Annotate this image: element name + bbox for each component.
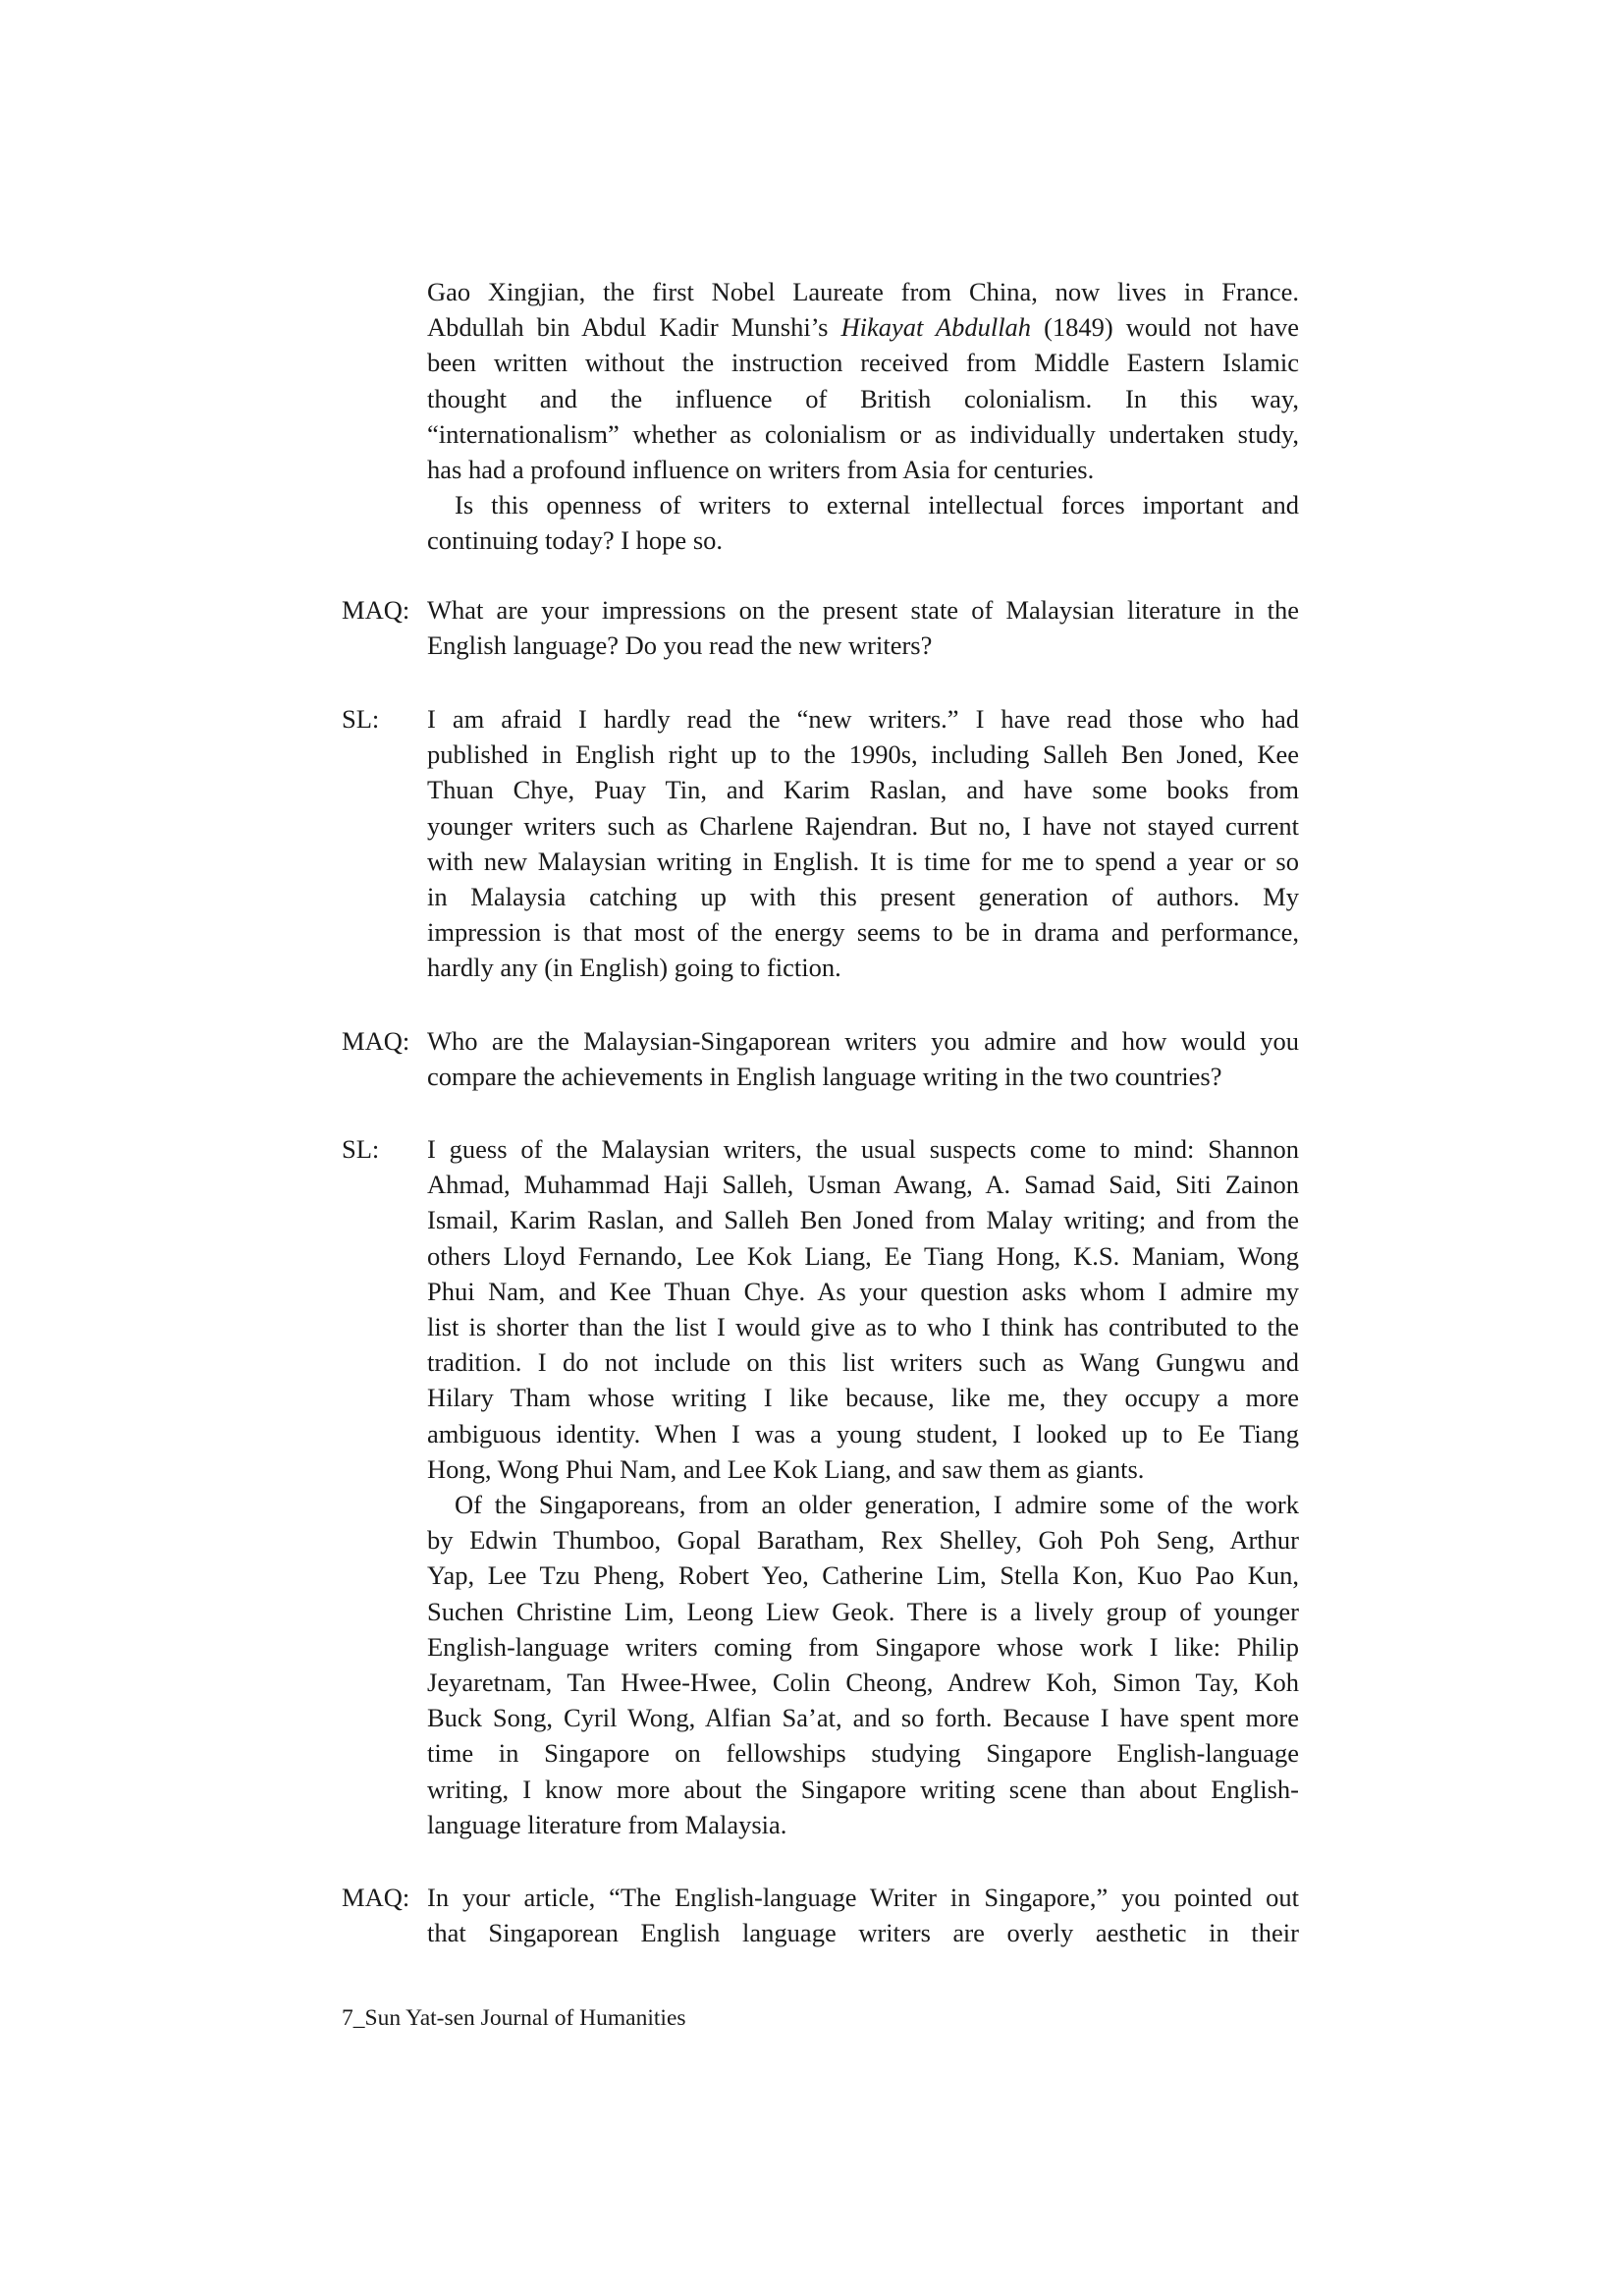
text-line: Is this openness of writers to external intellectual forces important and xyxy=(455,490,1299,520)
text-line: Thuan Chye, Puay Tin, and Karim Raslan, and have some books from xyxy=(427,775,1299,805)
text-line: Of the Singaporeans, from an older generation, I admire some of the work xyxy=(455,1490,1299,1520)
speaker-label: SL: xyxy=(342,1134,380,1164)
text-line: English-language writers coming from Singapore whose work I like: Philip xyxy=(427,1631,1299,1662)
paragraph xyxy=(427,592,1299,663)
text-line: Ismail, Karim Raslan, and Salleh Ben Joned from Malay writing; and from the xyxy=(427,1205,1299,1235)
text-line: with new Malaysian writing in English. It is time for me to spend a year or so xyxy=(427,846,1299,876)
text-line: others Lloyd Fernando, Lee Kok Liang, Ee Tiang Hong, K.S. Maniam, Wong xyxy=(427,1240,1299,1271)
text-line: in Malaysia catching up with this present generation of authors. My xyxy=(427,882,1299,912)
text-line: published in English right up to the 1990s, including Salleh Ben Joned, Kee xyxy=(427,739,1299,770)
text-line: been written without the instruction received from Middle Eastern Islamic xyxy=(427,348,1299,378)
text-line: impression is that most of the energy seems to be in drama and performance, xyxy=(427,917,1299,948)
text-line: “internationalism” whether as colonialism or as individually undertaken study, xyxy=(427,418,1299,449)
text-line: Ahmad, Muhammad Haji Salleh, Usman Awang, A. Samad Said, Siti Zainon xyxy=(427,1170,1299,1200)
text-line: hardly any (in English) going to fiction. xyxy=(427,953,841,983)
answer-text xyxy=(427,701,1299,986)
paragraph xyxy=(427,1023,1299,1094)
paragraph xyxy=(427,701,1299,986)
text-line: by Edwin Thumboo, Gopal Baratham, Rex Shelley, Goh Poh Seng, Arthur xyxy=(427,1525,1299,1556)
page-footer: 7_Sun Yat-sen Journal of Humanities xyxy=(342,2005,686,2031)
text-line: Jeyaretnam, Tan Hwee-Hwee, Colin Cheong, Andrew Koh, Simon Tay, Koh xyxy=(427,1667,1299,1698)
text-line: Gao Xingjian, the first Nobel Laureate from China, now lives in France. xyxy=(427,277,1299,306)
speaker-label: MAQ: xyxy=(342,1026,410,1056)
text-line: language literature from Malaysia. xyxy=(427,1809,787,1839)
text-line: Abdullah bin Abdul Kadir Munshi’s Hikayat Abdullah (1849) would not have xyxy=(427,312,1299,343)
opening-paragraph xyxy=(427,274,1299,559)
text-line: Yap, Lee Tzu Pheng, Robert Yeo, Catherine Lim, Stella Kon, Kuo Pao Kun, xyxy=(427,1560,1299,1591)
answer-text xyxy=(427,1131,1299,1842)
paragraph xyxy=(427,274,1299,487)
text-line: younger writers such as Charlene Rajendran. But no, I have not stayed current xyxy=(427,810,1299,841)
text-line: In your article, “The English-language Writer in Singapore,” you pointed out xyxy=(427,1883,1299,1912)
text-line: list is shorter than the list I would give as to who I think has contributed to the xyxy=(427,1312,1299,1342)
paragraph xyxy=(427,1131,1299,1487)
text-line: Hilary Tham whose writing I like because, like me, they occupy a more xyxy=(427,1383,1299,1413)
text-line: has had a profound influence on writers from Asia for centuries. xyxy=(427,455,1095,485)
text-line: tradition. I do not include on this list writers such as Wang Gungwu and xyxy=(427,1347,1299,1378)
speaker-label: MAQ: xyxy=(342,1883,410,1912)
speaker-label: MAQ: xyxy=(342,595,410,625)
text-line: Suchen Christine Lim, Leong Liew Geok. There is a lively group of younger xyxy=(427,1596,1299,1626)
speaker-label: SL: xyxy=(342,704,380,734)
text-line: continuing today? I hope so. xyxy=(427,525,724,556)
text-line: I am afraid I hardly read the “new writers.” I have read those who had xyxy=(427,704,1299,734)
text-line: English language? Do you read the new writers? xyxy=(427,630,933,661)
paragraph xyxy=(427,487,1299,558)
text-line: I guess of the Malaysian writers, the usual suspects come to mind: Shannon xyxy=(427,1134,1299,1164)
text-line: compare the achievements in English language writing in the two countries? xyxy=(427,1062,1222,1092)
text-line: ambiguous identity. When I was a young student, I looked up to Ee Tiang xyxy=(427,1418,1299,1449)
text-line: Phui Nam, and Kee Thuan Chye. As your question asks whom I admire my xyxy=(427,1276,1299,1306)
text-line: Who are the Malaysian-Singaporean writers you admire and how would you xyxy=(427,1026,1299,1056)
question-text xyxy=(427,592,1299,663)
text-line: Buck Song, Cyril Wong, Alfian Sa’at, and so forth. Because I have spent more xyxy=(427,1703,1299,1733)
question-text xyxy=(427,1023,1299,1094)
text-line: time in Singapore on fellowships studying Singapore English-language xyxy=(427,1738,1299,1769)
question-text xyxy=(427,1880,1299,1950)
text-line: Hong, Wong Phui Nam, and Lee Kok Liang, and saw them as giants. xyxy=(427,1453,1145,1484)
text-line: writing, I know more about the Singapore writing scene than about English- xyxy=(427,1774,1299,1804)
text-line: that Singaporean English language writers are overly aesthetic in their xyxy=(427,1918,1299,1948)
text-line: What are your impressions on the present state of Malaysian literature in the xyxy=(427,595,1299,625)
book-title: Hikayat Abdullah xyxy=(840,312,1032,343)
text-line: thought and the influence of British colonialism. In this way, xyxy=(427,383,1299,413)
paragraph xyxy=(427,1880,1299,1950)
paragraph xyxy=(427,1487,1299,1842)
